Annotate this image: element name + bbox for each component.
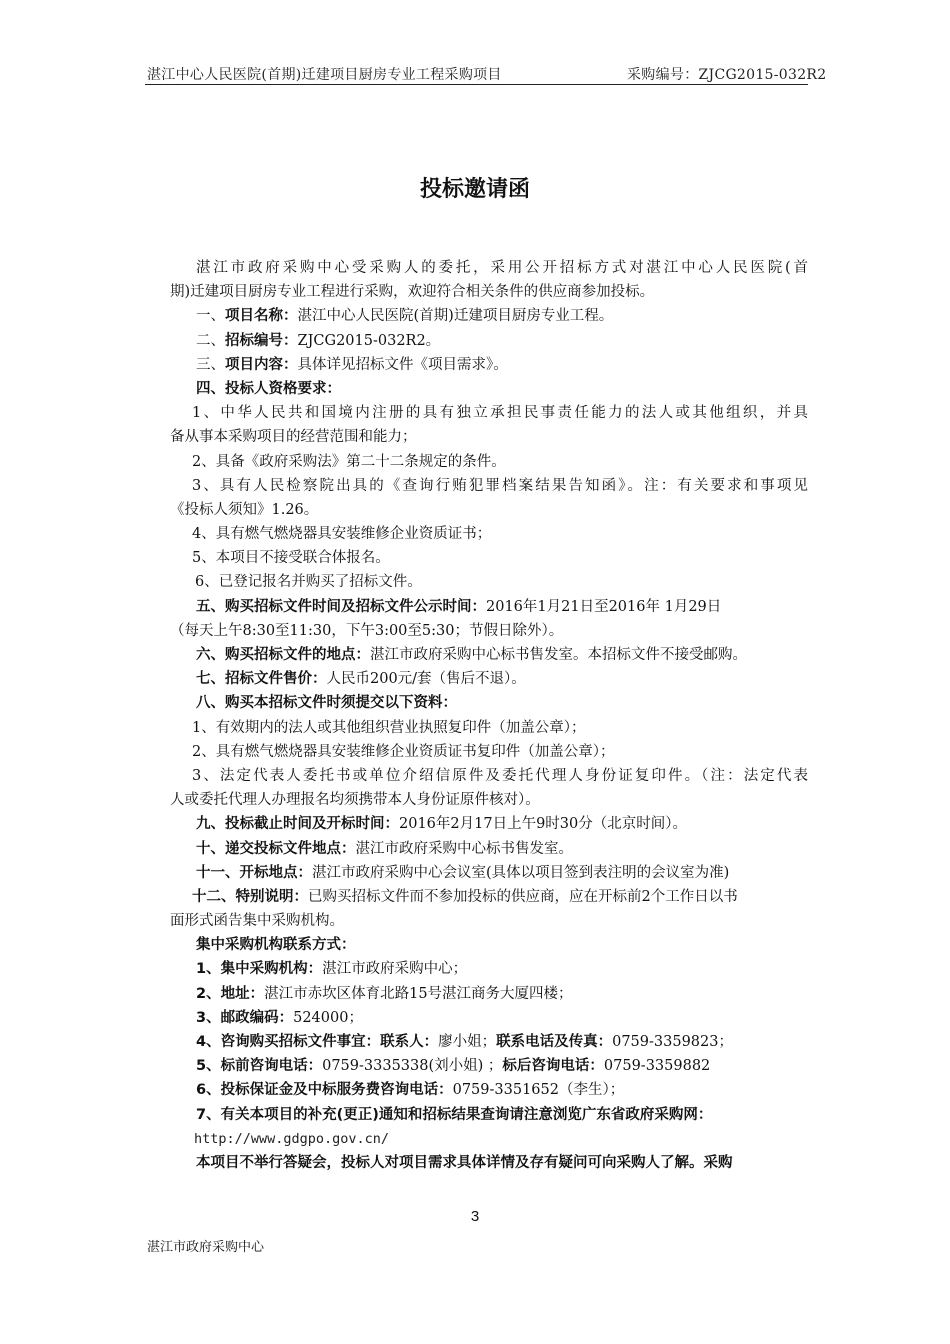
contact-value: 524000；	[293, 1009, 363, 1026]
intro-line-1: 湛江市政府采购中心受采购人的委托，采用公开招标方式对湛江中心人民医院(首	[196, 260, 808, 276]
section-number: 一、	[196, 308, 225, 325]
qualification-item-6: 6、已登记报名并购买了招标文件。	[195, 574, 422, 591]
section-text: 具体详见招标文件《项目需求》。	[297, 356, 508, 373]
header-project-name: 湛江中心人民医院(首期)迁建项目厨房专业工程采购项目	[147, 67, 502, 83]
contact-consult-phones	[170, 1054, 808, 1078]
section-project-content	[170, 353, 808, 377]
section-text: 2016年2月17日上午9时30分（北京时间）。	[399, 816, 688, 833]
qualification-item-1a: 1、中华人民共和国境内注册的具有独立承担民事责任能力的法人或其他组织，并具	[192, 405, 808, 422]
section-text: ZJCG2015-032R2。	[297, 332, 441, 349]
section-text: 湛江市政府采购中心标书售发室。	[355, 840, 573, 857]
contact-label: 1、集中采购机构：	[196, 961, 323, 978]
closing-note	[170, 1151, 808, 1175]
section-label: 项目内容：	[225, 356, 298, 373]
section-label: 本项目不举行答疑会，投标人对项目需求具体详情及存有疑问可向采购人了解。采购	[196, 1154, 733, 1171]
footer-organization: 湛江市政府采购中心	[147, 1240, 265, 1255]
contact-label: 标后咨询电话：	[502, 1058, 604, 1075]
section-number: 三、	[196, 356, 225, 373]
qualification-item-3b: 《投标人须知》1.26。	[170, 501, 319, 518]
contact-value: 0759-3359823；	[612, 1034, 733, 1050]
section-label: 十一、开标地点：	[196, 864, 312, 881]
qualification-item-2: 2、具备《政府采购法》第二十二条规定的条件。	[192, 453, 506, 470]
qualification-item-1b: 备从事本采购项目的经营范围和能力；	[170, 429, 417, 446]
section-qualification-heading	[170, 377, 808, 401]
section-number: 二、	[196, 332, 225, 349]
contact-heading	[170, 933, 808, 957]
section-label: 四、投标人资格要求：	[196, 380, 341, 397]
contact-label: 3、邮政编码：	[196, 1009, 294, 1026]
section-purchase-time	[170, 595, 808, 619]
section-text: 湛江市政府采购中心标书售发室。本招标文件不接受邮购。	[370, 647, 747, 663]
section-special-note	[170, 885, 808, 909]
section-project-name	[170, 304, 808, 328]
materials-item-2: 2、具有燃气燃烧器具安装维修企业资质证书复印件（加盖公章）；	[192, 743, 615, 760]
materials-item-3a: 3、法定代表人委托书或单位介绍信原件及委托代理人身份证复印件。（注：法定代表	[192, 767, 808, 784]
section-text: 湛江市政府采购中心会议室(具体以项目签到表注明的会议室为准)	[312, 864, 730, 881]
contact-label: 5、标前咨询电话：	[196, 1058, 323, 1075]
section-special-note-line-2: 面形式函告集中采购机构。	[170, 913, 344, 930]
contact-address	[170, 982, 808, 1006]
section-label: 八、购买本招标文件时须提交以下资料：	[196, 695, 457, 712]
section-label: 集中采购机构联系方式：	[196, 937, 356, 954]
section-label: 十二、特别说明：	[192, 888, 308, 905]
contact-value: 湛江市政府采购中心；	[322, 961, 468, 978]
contact-value: 0759-3351652（李生）；	[452, 1082, 625, 1099]
contact-label: 4、咨询购买招标文件事宜：联系人：	[196, 1034, 439, 1050]
page-title: 投标邀请函	[419, 177, 530, 202]
contact-label: 2、地址：	[196, 985, 265, 1002]
section-purchase-time-line-2: （每天上午8:30至11:30，下午3:00至5:30；节假日除外）。	[170, 622, 564, 639]
section-purchase-place	[170, 643, 808, 667]
contact-label: 联系电话及传真：	[496, 1034, 613, 1050]
section-document-price	[170, 667, 808, 691]
section-submission-place	[170, 837, 808, 861]
contact-deposit-phone	[170, 1078, 808, 1102]
section-text: 人民币200元/套（售后不退）。	[326, 671, 526, 688]
header-procurement-number: 采购编号：ZJCG2015-032R2	[627, 67, 827, 83]
materials-item-3b: 人或委托代理人办理报名均须携带本人身份证原件核对）。	[170, 792, 540, 809]
section-required-materials-heading	[170, 691, 808, 715]
section-label: 招标编号：	[225, 332, 298, 349]
section-label: 五、购买招标文件时间及招标文件公示时间：	[196, 598, 486, 615]
qualification-item-5: 5、本项目不接受联合体报名。	[192, 550, 390, 567]
section-label: 项目名称：	[225, 308, 298, 325]
contact-label: 7、有关本项目的补充(更正)通知和招标结果查询请注意浏览广东省政府采购网：	[196, 1106, 713, 1123]
document-body	[170, 256, 808, 1175]
section-text: 湛江中心人民医院(首期)迁建项目厨房专业工程。	[297, 308, 614, 325]
contact-agency	[170, 957, 808, 981]
section-label: 十、递交投标文件地点：	[196, 840, 356, 857]
contact-value: 0759-3335338(刘小姐) ；	[322, 1058, 503, 1075]
contact-purchase-inquiry	[170, 1030, 808, 1054]
contact-value: 0759-3359882	[603, 1058, 711, 1075]
contact-postcode	[170, 1006, 808, 1030]
section-text: 已购买招标文件而不参加投标的供应商，应在开标前2个工作日以书	[308, 888, 738, 905]
contact-value: 湛江市赤坎区体育北路15号湛江商务大厦四楼；	[264, 985, 573, 1002]
page-number: 3	[470, 1208, 480, 1225]
intro-line-2: 期)迁建项目厨房专业工程进行采购，欢迎符合相关条件的供应商参加投标。	[170, 284, 655, 301]
section-label: 六、购买招标文件的地点：	[196, 647, 370, 663]
website-link[interactable]: http://www.gdgpo.gov.cn/	[194, 1130, 390, 1147]
contact-value: 廖小姐；	[438, 1034, 497, 1050]
contact-notice-website	[170, 1103, 808, 1127]
section-label: 七、招标文件售价：	[196, 671, 327, 688]
section-text: 2016年1月21日至2016年 1月29日	[486, 598, 722, 615]
section-deadline	[170, 812, 808, 836]
qualification-item-4: 4、具有燃气燃烧器具安装维修企业资质证书；	[192, 526, 492, 543]
section-tender-number	[170, 329, 808, 353]
materials-item-1: 1、有效期内的法人或其他组织营业执照复印件（加盖公章）；	[192, 719, 586, 736]
qualification-item-3a: 3、具有人民检察院出具的《查询行贿犯罪档案结果告知函》。注：有关要求和事项见	[192, 477, 808, 494]
section-label: 九、投标截止时间及开标时间：	[196, 816, 399, 833]
section-opening-place	[170, 861, 808, 885]
header-divider	[145, 84, 808, 85]
contact-label: 6、投标保证金及中标服务费咨询电话：	[196, 1082, 453, 1099]
